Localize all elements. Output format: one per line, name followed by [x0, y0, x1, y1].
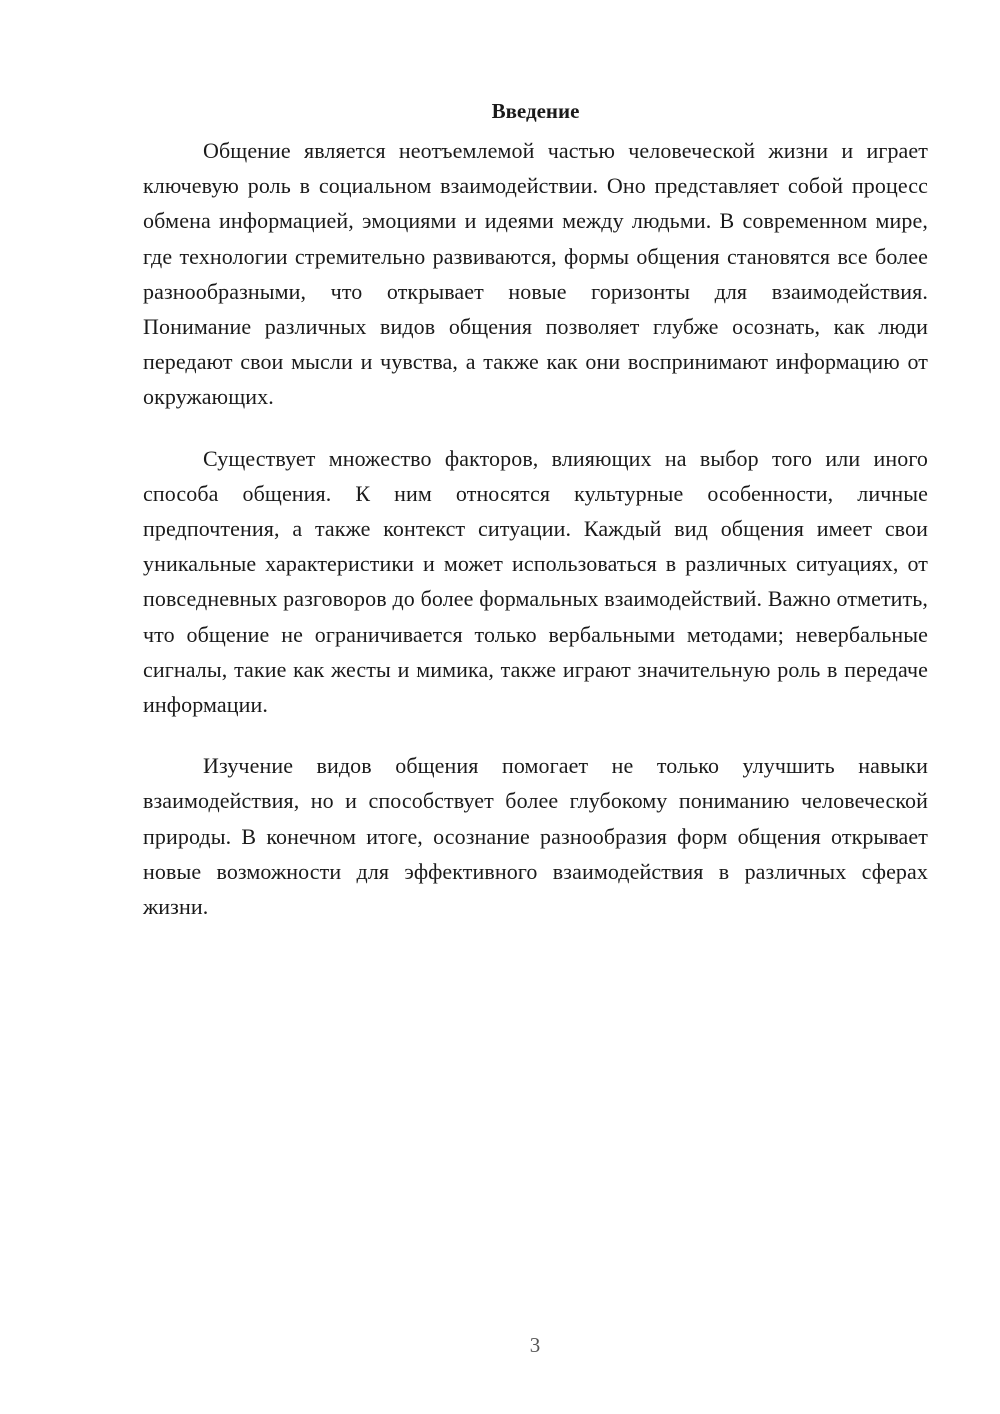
paragraph-3: Изучение видов общения помогает не только улучшить навыки взаимодействия, но и способствует более глубокому пониманию человеческой природы. В конечном итоге, осознание разнообразия форм общения открывает новые возможности для эффективного взаимодействия в различных сферах жизни.: [143, 753, 928, 920]
paragraph-1: Общение является неотъемлемой частью человеческой жизни и играет ключевую роль в социальном взаимодействии. Оно представляет собой процесс обмена информацией, эмоциями и идеями между людьми. В современном мире, где технологии стремительно развиваются, формы общения становятся все более разнообразными, что открывает новые горизонты для взаимодействия. Понимание различных видов общения позволяет глубже осознать, как люди передают свои мысли и чувства, а также как они воспринимают информацию от окружающих.: [143, 138, 928, 410]
page-number: 3: [529, 1333, 541, 1357]
paragraph-2: Существует множество факторов, влияющих на выбор того или иного способа общения. К ним относятся культурные особенности, личные предпочтения, а также контекст ситуации. Каждый вид общения имеет свои уникальные характеристики и может использоваться в различных ситуациях, от повседневных разговоров до более формальных взаимодействий. Важно отметить, что общение не ограничивается только вербальными методами; невербальные сигналы, такие как жесты и мимика, также играют значительную роль в передаче информации.: [143, 445, 928, 718]
section-heading: Введение: [491, 99, 580, 123]
page-content: [143, 90, 928, 950]
